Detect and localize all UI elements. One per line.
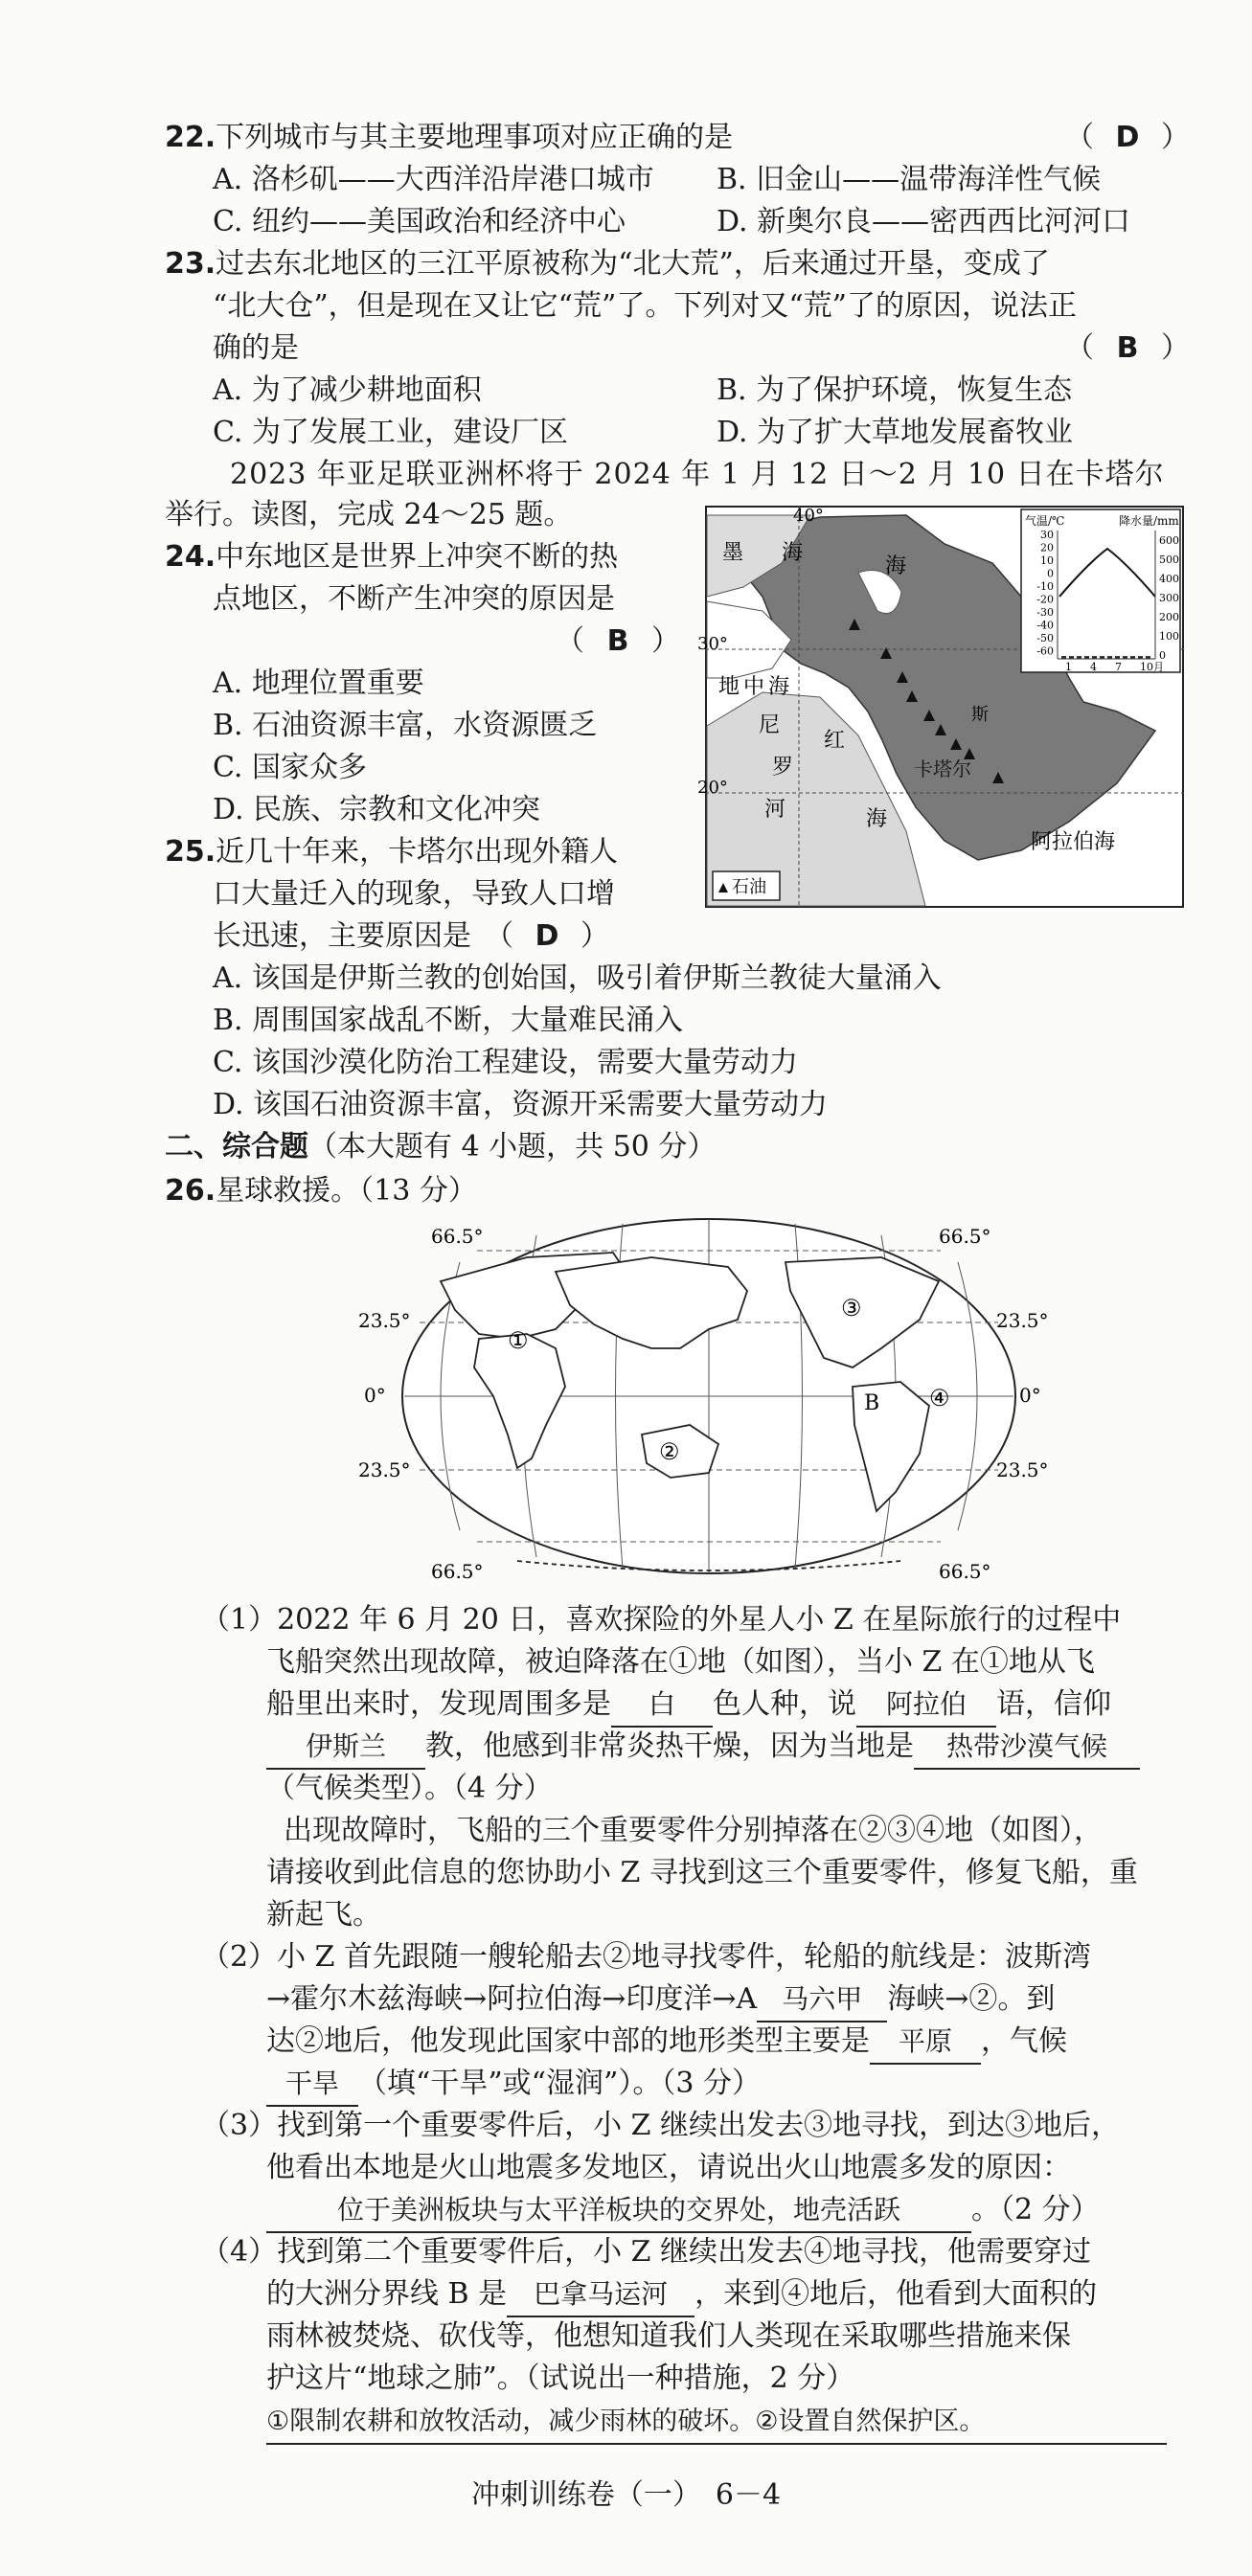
- q26-3-line1: （3）找到第一个重要零件后，小 Z 继续出发去③地寻找，到达③地后，: [201, 2109, 1121, 2142]
- q26-2-line1: （2）小 Z 首先跟随一艘轮船去②地寻找零件，轮船的航线是：波斯湾: [201, 1940, 1092, 1974]
- answer-volcano-cause: 位于美洲板块与太平洋板块的交界处，地壳活跃: [266, 2189, 971, 2233]
- section2-heading: [165, 1126, 716, 1168]
- temp-tick-label: 20: [1040, 541, 1054, 554]
- q25-text-3: 长迅速，主要原因是: [213, 919, 471, 953]
- q26-2-line2: [266, 1978, 1055, 2022]
- lat20-label: 20°: [697, 778, 728, 798]
- bracket-right: ）: [1161, 121, 1190, 154]
- month-tick-label: 1: [1065, 661, 1072, 673]
- q22-option-b: B. 旧金山——温带海洋性气候: [717, 163, 1102, 196]
- marker-3: ③: [841, 1295, 862, 1322]
- red-sea-label-1: 红: [824, 729, 846, 753]
- text: （填“干旱”或“湿润”）。（3 分）: [358, 2067, 761, 2100]
- precip-tick-label: 200: [1159, 611, 1179, 623]
- text: ，来到④地后，他看到大面积的: [694, 2277, 1098, 2311]
- lat-23s-east: 23.5°: [996, 1458, 1049, 1481]
- q24-answer-bracket: [556, 621, 680, 663]
- q22-stem: [165, 117, 733, 159]
- q24-line1: [165, 536, 618, 578]
- precip-axis-label: 降水量/mm: [1119, 514, 1179, 528]
- med-label-1: 地: [718, 675, 740, 699]
- q24-answer: B: [606, 624, 629, 658]
- q22-number: 22.: [165, 121, 216, 154]
- q26-1-line1: （1）2022 年 6 月 20 日，喜欢探险的外星人小 Z 在星际旅行的过程中: [201, 1603, 1122, 1637]
- q25-line1: [165, 831, 618, 873]
- qatar-label: 卡塔尔: [914, 757, 971, 780]
- q23-line3: 确的是: [213, 331, 299, 365]
- q23-number: 23.: [165, 247, 216, 281]
- text: →霍尔木兹海峡→阿拉伯海→印度洋→A: [266, 1982, 758, 2016]
- q26-1-line3: [266, 1683, 1111, 1728]
- month-tick-label: 4: [1090, 661, 1097, 673]
- section2-note: （本大题有 4 小题，共 50 分）: [308, 1130, 717, 1164]
- middle-east-map: [697, 506, 1184, 908]
- temp-tick-label: 30: [1040, 529, 1054, 541]
- answer-climate: 热带沙漠气候: [914, 1726, 1140, 1770]
- q24-number: 24.: [165, 540, 216, 574]
- answer-language: 阿拉伯: [856, 1683, 996, 1728]
- q25-number: 25.: [165, 835, 216, 869]
- q26-4-line4: 护这片“地球之肺”。（试说出一种措施，2 分）: [266, 2361, 855, 2395]
- nile-label-1: 尼: [759, 713, 781, 737]
- q26-1-line2: 飞船突然出现故障，被迫降落在①地（如图），当小 Z 在①地从飞: [266, 1645, 1095, 1679]
- temp-tick-label: -10: [1036, 580, 1054, 593]
- q26-1-line4: [266, 1726, 1140, 1770]
- section2-title: 二、综合题: [165, 1130, 308, 1164]
- answer-boundary: 巴拿马运河: [507, 2273, 694, 2317]
- text: 的大洲分界线 B 是: [266, 2277, 508, 2311]
- q23-answer: B: [1116, 331, 1139, 365]
- answer-terrain: 平原: [870, 2021, 981, 2065]
- q26-number: 26.: [165, 1174, 216, 1208]
- text: 船里出来时，发现周围多是: [266, 1687, 611, 1721]
- q23-option-c: C. 为了发展工业，建设厂区: [213, 416, 568, 449]
- q23-line1: [165, 243, 1050, 285]
- answer-religion: 伊斯兰: [266, 1726, 425, 1770]
- precip-tick-label: 100: [1159, 630, 1179, 643]
- answer-race: 白: [611, 1683, 713, 1728]
- temp-tick-label: -30: [1036, 606, 1054, 619]
- lat30-label: 30°: [697, 634, 728, 654]
- q23-line2: “北大仓”，但是现在又让它“荒”了。下列对又“荒”了的原因，说法正: [213, 289, 1078, 323]
- black-sea-label-1: 墨: [722, 541, 744, 565]
- text: 语，信仰: [996, 1687, 1111, 1721]
- q22-text: 下列城市与其主要地理事项对应正确的是: [216, 121, 734, 154]
- q26-4-line3: 雨林被焚烧、砍伐等，他想知道我们人类现在采取哪些措施来保: [266, 2319, 1071, 2353]
- q26-3-line2: 他看出本地是火山地震多发地区，请说出火山地震多发的原因：: [266, 2151, 1071, 2184]
- arabian-sea-label: 阿拉伯海: [1031, 830, 1116, 854]
- page-footer: 冲刺训练卷（一） 6－4: [470, 2478, 782, 2512]
- equator-west: 0°: [364, 1384, 386, 1407]
- temp-tick-label: -40: [1036, 619, 1054, 632]
- q26-4-line2: [266, 2273, 1097, 2317]
- precip-tick-label: 400: [1159, 573, 1179, 585]
- q25-line2: 口大量迁入的现象，导致人口增: [213, 877, 615, 911]
- answer-dry-humid: 干旱: [266, 2063, 358, 2107]
- med-label-3: 海: [768, 675, 790, 699]
- month-tick-label: 10月: [1140, 661, 1164, 673]
- bracket-left: （: [1065, 331, 1094, 365]
- nile-label-2: 罗: [772, 756, 794, 780]
- answer-rainforest-measures: ①限制农耕和放牧活动，减少雨林的破坏。②设置自然保护区。: [266, 2401, 1167, 2445]
- q24-option-d: D. 民族、宗教和文化冲突: [213, 793, 541, 826]
- precip-tick-label: 500: [1159, 554, 1179, 566]
- q24-option-a: A. 地理位置重要: [213, 667, 424, 700]
- q22-answer: D: [1115, 121, 1140, 154]
- nile-label-3: 河: [764, 798, 786, 822]
- q24-text-1: 中东地区是世界上冲突不断的热: [216, 540, 619, 574]
- equator-east: 0°: [1019, 1384, 1041, 1407]
- q25-option-b: B. 周围国家战乱不断，大量难民涌入: [213, 1004, 684, 1037]
- lat-66s-west: 66.5°: [431, 1560, 484, 1583]
- q22-option-a: A. 洛杉矶——大西洋沿岸港口城市: [213, 163, 654, 196]
- text: 达②地后，他发现此国家中部的地形类型主要是: [266, 2024, 870, 2058]
- q26-3-line3: [266, 2189, 1100, 2233]
- q25-text-1: 近几十年来，卡塔尔出现外籍人: [216, 835, 619, 869]
- intro-24-25-line2: 举行。读图，完成 24～25 题。: [165, 498, 573, 531]
- temp-axis-label: 气温/℃: [1025, 514, 1065, 528]
- text: 色人种，说: [713, 1687, 856, 1721]
- q23-option-b: B. 为了保护环境，恢复生态: [717, 373, 1073, 407]
- lat-66n-west: 66.5°: [431, 1225, 484, 1248]
- lat-23s-west: 23.5°: [358, 1458, 411, 1481]
- lat-66s-east: 66.5°: [939, 1560, 991, 1583]
- bracket-right: ）: [580, 919, 609, 953]
- text: ，气候: [981, 2024, 1067, 2058]
- legend-oil-label: 石油: [732, 877, 766, 897]
- red-sea-label-2: 海: [866, 807, 888, 831]
- marker-4: ④: [929, 1385, 950, 1412]
- q23-text-1: 过去东北地区的三江平原被称为“北大荒”，后来通过开垦，变成了: [216, 247, 1050, 281]
- temp-tick-label: 0: [1047, 567, 1054, 580]
- lat-23n-east: 23.5°: [996, 1309, 1049, 1332]
- q22-option-c: C. 纽约——美国政治和经济中心: [213, 205, 626, 238]
- q24-option-c: C. 国家众多: [213, 751, 367, 784]
- bracket-left: （: [1065, 121, 1094, 154]
- q25-line3: [213, 915, 609, 958]
- world-map: [358, 1205, 1054, 1588]
- q23-option-a: A. 为了减少耕地面积: [213, 373, 482, 407]
- q24-option-b: B. 石油资源丰富，水资源匮乏: [213, 709, 598, 742]
- q26-intro2-line1: 出现故障时，飞船的三个重要零件分别掉落在②③④地（如图），: [284, 1814, 1103, 1847]
- lat-66n-east: 66.5°: [939, 1225, 991, 1248]
- month-tick-label: 7: [1115, 661, 1122, 673]
- answer-strait: 马六甲: [757, 1978, 887, 2022]
- q26-title: 星球救援。（13 分）: [216, 1174, 477, 1208]
- text: 。（2 分）: [971, 2193, 1100, 2226]
- text: 教，他感到非常炎热干燥，因为当地是: [425, 1729, 914, 1763]
- precip-tick-label: 0: [1159, 649, 1166, 662]
- caspian-label: 海: [885, 554, 907, 578]
- q25-option-d: D. 该国石油资源丰富，资源开采需要大量劳动力: [213, 1088, 829, 1121]
- precip-tick-label: 600: [1159, 534, 1179, 547]
- q26-2-line4: [266, 2063, 761, 2107]
- bracket-left: （: [556, 624, 584, 658]
- lat-23n-west: 23.5°: [358, 1309, 411, 1332]
- bracket-right: ）: [651, 624, 680, 658]
- q23-option-d: D. 为了扩大草地发展畜牧业: [717, 416, 1074, 449]
- temp-tick-label: 10: [1040, 554, 1054, 567]
- text: 海峡→②。到: [887, 1982, 1056, 2016]
- marker-b: B: [864, 1391, 880, 1415]
- marker-2: ②: [659, 1438, 680, 1465]
- q25-option-c: C. 该国沙漠化防治工程建设，需要大量劳动力: [213, 1046, 798, 1079]
- marker-1: ①: [508, 1327, 529, 1354]
- q26-4-line5: [266, 2400, 1167, 2445]
- q26-2-line3: [266, 2021, 1067, 2065]
- temp-tick-label: -50: [1036, 632, 1054, 644]
- q25-option-a: A. 该国是伊斯兰教的创始国，吸引着伊斯兰教徒大量涌入: [213, 961, 942, 995]
- q26-1-line5: （气候类型）。（4 分）: [266, 1772, 553, 1805]
- q22-option-d: D. 新奥尔良——密西西比河河口: [717, 205, 1131, 238]
- temp-tick-label: -60: [1036, 644, 1054, 658]
- temp-tick-label: -20: [1036, 593, 1054, 606]
- hormuz-label: 斯: [971, 705, 989, 725]
- bracket-right: ）: [1161, 331, 1190, 365]
- q26-intro2-line2: 请接收到此信息的您协助小 Z 寻找到这三个重要零件，修复飞船，重: [266, 1856, 1138, 1889]
- q22-answer-bracket: [1065, 117, 1190, 159]
- black-sea-label-2: 海: [782, 541, 804, 565]
- q26-intro2-line3: 新起飞。: [266, 1898, 381, 1932]
- precip-tick-label: 300: [1159, 592, 1179, 604]
- intro-24-25-line1: 2023 年亚足联亚洲杯将于 2024 年 1 月 12 日～2 月 10 日在卡塔尔: [230, 458, 1165, 491]
- q25-answer: D: [535, 919, 559, 953]
- med-label-2: 中: [743, 675, 765, 699]
- q23-answer-bracket: [1065, 328, 1190, 370]
- bracket-left: （: [485, 919, 513, 953]
- lon40-label: 40°: [793, 506, 824, 526]
- q24-line2: 点地区，不断产生冲突的原因是: [213, 582, 615, 616]
- q26-4-line1: （4）找到第二个重要零件后，小 Z 继续出发去④地寻找，他需要穿过: [201, 2235, 1092, 2269]
